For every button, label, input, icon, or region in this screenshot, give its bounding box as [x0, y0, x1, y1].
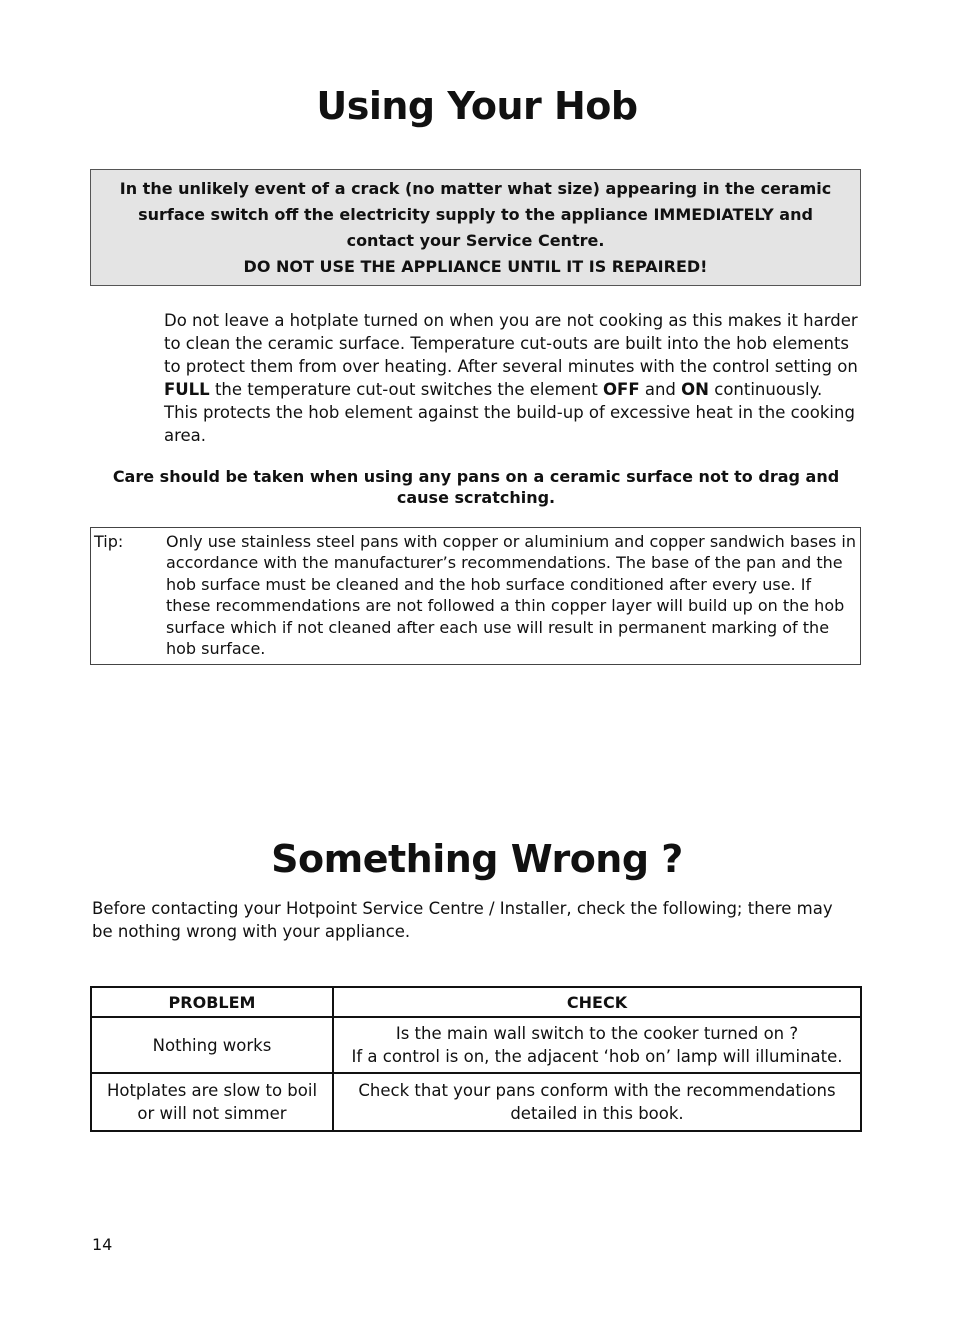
crack-warning-box [90, 169, 861, 286]
warning-do-not-use: DO NOT USE THE APPLIANCE UNTIL IT IS REPAIRED! [243, 257, 708, 276]
header-check: CHECK [333, 987, 861, 1017]
header-problem: PROBLEM [91, 987, 333, 1017]
problem-text: Hotplates are slow to boil [106, 1081, 318, 1100]
section-title-using-your-hob: Using Your Hob [316, 84, 638, 128]
table-header-row [91, 987, 861, 1017]
care-note: Care should be taken when using any pans on a ceramic surface not to drag and cause scratching. [112, 467, 840, 507]
tip-text: Only use stainless steel pans with copper or aluminium and copper sandwich bases in accordance with the manufacturer’s recommendations. The base of the pan and the hob surface must be cleaned and the hob surface conditioned after every use. If these recommendations are not followed a thin copper layer will build up on the hob surface which if not cleaned after each use will result in permanent marking of the hob surface. [166, 532, 856, 659]
paragraph-text: continuously. This protects the hob element against the build-up of excessive heat in the cooking area. [164, 380, 855, 445]
paragraph-text: and [639, 380, 682, 399]
warning-text: In the unlikely event of a crack (no matter what size) appearing in the ceramic surface switch off the electricity supply to the appliance IMMEDIATELY and contact your Service Centre. [119, 179, 832, 250]
tip-label: Tip: [94, 532, 124, 551]
check-cell [333, 1017, 861, 1073]
page-number: 14 [92, 1235, 113, 1254]
check-text: Check that your pans conform with the recommendations [358, 1081, 836, 1100]
table-row [91, 1017, 861, 1073]
section-title-something-wrong: Something Wrong ? [271, 837, 683, 881]
problem-cell: Nothing works [91, 1017, 333, 1073]
paragraph-off-term: OFF [603, 380, 640, 399]
paragraph-text: the temperature cut-out switches the element [209, 380, 604, 399]
paragraph-full-term: FULL [164, 380, 210, 399]
check-text: If a control is on, the adjacent ‘hob on’ lamp will illuminate. [351, 1047, 843, 1066]
tip-box [90, 527, 861, 665]
problem-cell [91, 1073, 333, 1131]
check-text: detailed in this book. [510, 1104, 684, 1123]
paragraph-text: Do not leave a hotplate turned on when you are not cooking as this makes it harder to clean the ceramic surface. Temperature cut-outs are built into the hob elements to protect them from over heating. After several minutes with the control setting on [164, 311, 858, 376]
troubleshooting-table [90, 986, 862, 1132]
cut-out-paragraph [164, 309, 860, 447]
troubleshooting-intro: Before contacting your Hotpoint Service Centre / Installer, check the following; there may be nothing wrong with your appliance. [92, 899, 833, 941]
table-row [91, 1073, 861, 1131]
check-cell [333, 1073, 861, 1131]
problem-text: or will not simmer [137, 1104, 287, 1123]
paragraph-on-term: ON [681, 380, 709, 399]
check-text: Is the main wall switch to the cooker turned on ? [395, 1024, 799, 1043]
